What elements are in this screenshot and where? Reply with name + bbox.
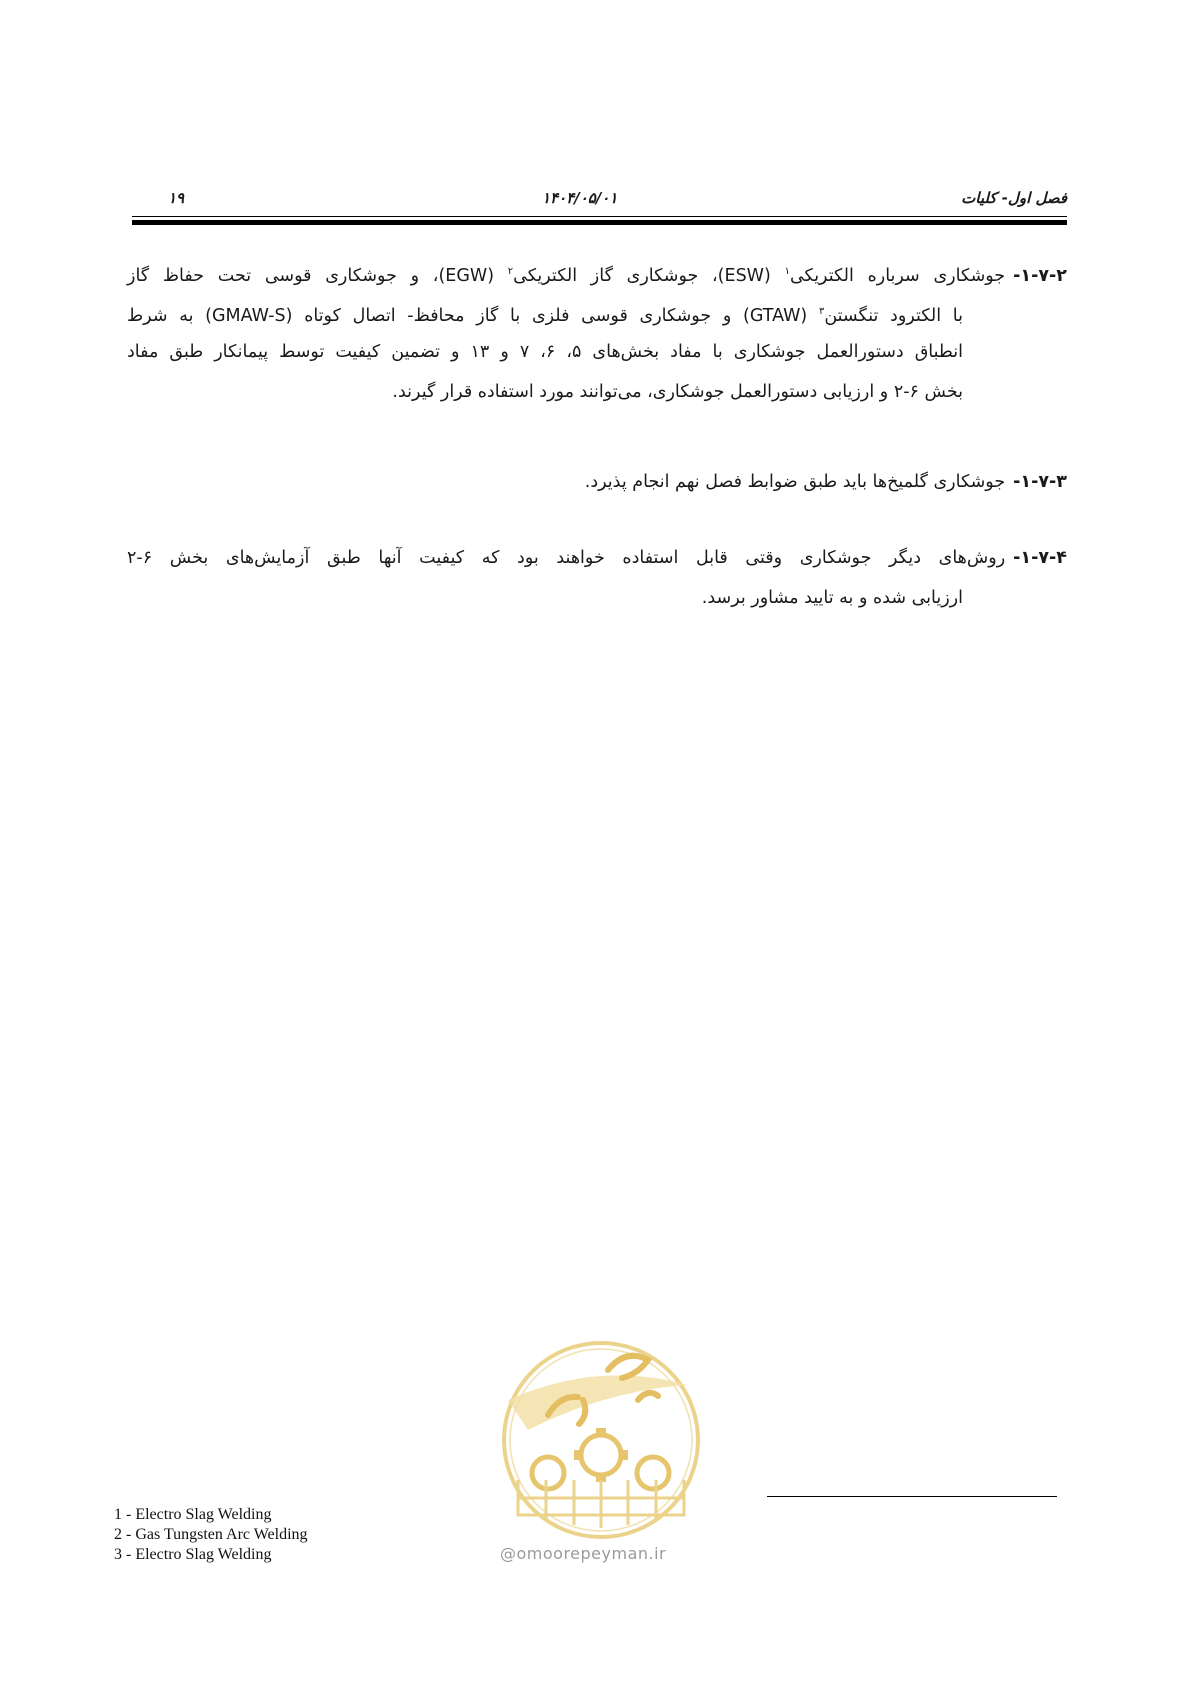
footnote-mark: ۱ bbox=[784, 266, 790, 277]
footnote: 1 - Electro Slag Welding bbox=[114, 1506, 272, 1523]
omoorepeyman-logo-icon bbox=[488, 1330, 718, 1570]
page-number: ۱۹ bbox=[168, 189, 185, 207]
section-number: ۱-۷-۳- bbox=[1013, 472, 1067, 492]
paragraph-line: ارزیابی شده و به تایید مشاور برسد. bbox=[701, 588, 963, 608]
page-header bbox=[132, 189, 1067, 211]
header-rule-thick bbox=[132, 220, 1067, 225]
paragraph-line: ۱-۷-۲-جوشکاری سرباره الکتریکی$^۱$ (ESW)، جوشکاری گاز الکتریکی$^۲$ (EGW)، و جوشکاری قوسی تحت حفاظ گاز bbox=[127, 265, 1067, 286]
section-1-7-4 bbox=[127, 538, 1067, 618]
paragraph-line: بخش ۶-۲ و ارزیابی دستورالعمل جوشکاری، می‌توانند مورد استفاده قرار گیرند. bbox=[392, 382, 963, 402]
footnote: 2 - Gas Tungsten Arc Welding bbox=[114, 1526, 308, 1543]
section-1-7-3 bbox=[127, 462, 1067, 502]
footnotes bbox=[114, 1505, 308, 1565]
paragraph-line: ۱-۷-۴-روش‌های دیگر جوشکاری وقتی قابل استفاده خواهند بود که کیفیت آنها طبق آزمایش‌های بخش ۶-۲ bbox=[127, 548, 1067, 568]
section-number: ۱-۷-۲- bbox=[1013, 265, 1067, 286]
revision-date: ۱۴۰۴/۰۵/۰۱ bbox=[542, 189, 618, 207]
section-1-7-2 bbox=[127, 252, 1067, 412]
paragraph-line: با الکترود تنگستن$^۳$ (GTAW) و جوشکاری قوسی فلزی با گاز محافظ- اتصال کوتاه (GMAW-S) به شرط bbox=[127, 305, 963, 326]
paragraph-line: انطباق دستورالعمل جوشکاری با مفاد بخش‌های ۵، ۶، ۷ و ۱۳ و تضمین کیفیت توسط پیمانکار طبق مفاد bbox=[127, 342, 963, 362]
header-rule-thin bbox=[132, 216, 1067, 217]
footnote-separator bbox=[767, 1496, 1057, 1497]
footnote: 3 - Electro Slag Welding bbox=[114, 1546, 272, 1563]
watermark-logo bbox=[488, 1330, 718, 1570]
chapter-title: فصل اول- کلیات bbox=[961, 189, 1067, 207]
watermark-url: @omoorepeyman.ir bbox=[500, 1544, 667, 1563]
paragraph-line: ۱-۷-۳-جوشکاری گلمیخ‌ها باید طبق ضوابط فصل نهم انجام پذیرد. bbox=[584, 472, 1067, 492]
footnote-mark: ۳ bbox=[818, 306, 825, 317]
section-number: ۱-۷-۴- bbox=[1013, 548, 1067, 568]
footnote-mark: ۲ bbox=[507, 266, 514, 277]
